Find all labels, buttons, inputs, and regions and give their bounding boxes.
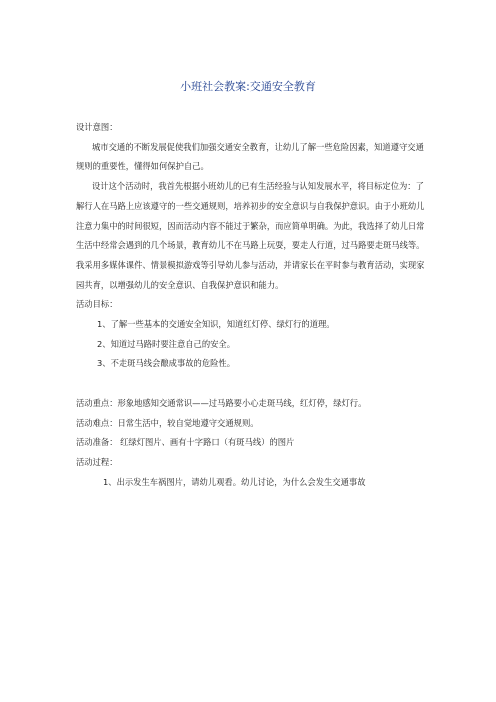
process-step-1: 1、出示发生车祸图片，请幼儿观看。幼儿讨论，为什么会发生交通事故 — [103, 476, 366, 487]
goals-heading: 活动目标： — [76, 299, 118, 310]
goal-item-3: 3、不走斑马线会酿成事故的危险性。 — [97, 358, 236, 369]
design-heading: 设计意图： — [76, 122, 118, 132]
goal-item-2: 2、知道过马路时要注意自己的安全。 — [97, 338, 236, 349]
design-paragraph-2: 设计这个活动时，我首先根据小班幼儿的已有生活经验与认知发展水平，将目标定位为：了解行人在马路上应该遵守的一些交通规则，培养初步的安全意识与自我保护意识。由于小班幼儿注意力集中的时间很短，因而活动内容不能过于繁杂，而应简单明确。为此，我选择了幼儿日常生活中经常会遇到的几个场景，教育幼儿不在马路上玩耍，要走人行道，过马路要走斑马线等。我采用多媒体课件、情景模拟游戏等引导幼儿参与活动，并请家长在平时参与教育活动，实现家园共育，以增强幼儿的安全意识、自我保护意识和能力。 — [76, 181, 425, 290]
preparation: 活动准备： 红绿灯图片、画有十字路口（有斑马线）的图片 — [76, 437, 295, 448]
design-paragraph-1: 城市交通的不断发展促使我们加强交通安全教育，让幼儿了解一些危险因素，知道遵守交通规则的重要性，懂得如何保护自己。 — [76, 141, 424, 172]
process-heading: 活动过程： — [76, 456, 118, 467]
key-point: 活动重点：形象地感知交通常识——过马路要小心走斑马线，红灯停，绿灯行。 — [76, 397, 367, 408]
document-body — [76, 118, 426, 492]
goal-item-1: 1、了解一些基本的交通安全知识，知道红灯停、绿灯行的道理。 — [97, 319, 335, 330]
blank-line — [76, 374, 426, 394]
difficulty: 活动难点：日常生活中，较自觉地遵守交通规则。 — [76, 417, 259, 428]
document-title: 小班社会教案:交通安全教育 — [180, 80, 316, 93]
